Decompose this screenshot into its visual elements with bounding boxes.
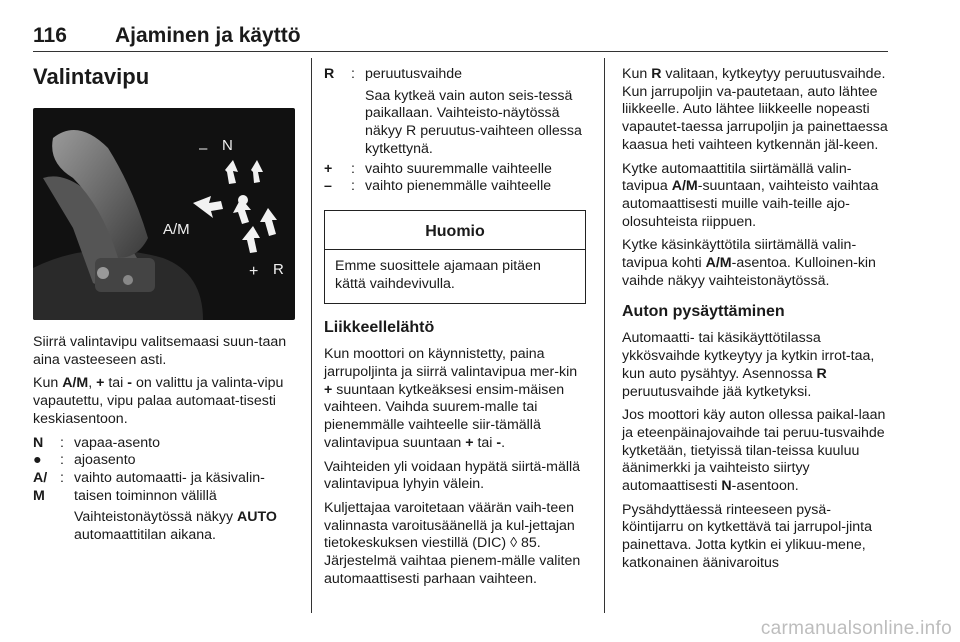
- note-title: Huomio: [325, 211, 585, 250]
- minus-label: –: [199, 140, 208, 157]
- watermark: carmanualsonline.info: [760, 618, 952, 639]
- n-label: N: [222, 137, 233, 154]
- intro-paragraph: Siirrä valintavipu valitsemaasi suun-taan aina vasteeseen asti.: [33, 334, 287, 368]
- column-2: [324, 58, 586, 594]
- list-item: + : vaihto suuremmalle vaihteelle: [324, 160, 552, 177]
- page-header: [33, 22, 888, 52]
- list-item: R : peruutusvaihde Saa kytkeä vain auton seis-tessä paikallaan. Vaihteisto-näytössä näkyy R peruutus-vaihteen ollessa kytkettynä.: [324, 66, 582, 157]
- warning-paragraph: Kuljettajaa varoitetaan väärän vaih-teen valinnasta varoitusäänellä ja kul-jettajan tietokeskuksen viestillä (DIC) ◊ 85. Järjestelmä vaihtaa pienem-mälle valiten automaattisesti parhaan vaihteen.: [324, 499, 581, 587]
- note-box: [324, 210, 586, 304]
- page-number: 116: [33, 24, 67, 47]
- r-label: R: [273, 261, 284, 278]
- chapter-title: Ajaminen ja käyttö: [115, 24, 301, 47]
- note-body: Emme suosittele ajamaan pitäen kättä vaihdevivulla.: [335, 257, 541, 292]
- list-item: N : vapaa-asento: [33, 434, 160, 451]
- shift-pattern-icon: [193, 160, 277, 253]
- position-list: [33, 435, 295, 547]
- gear-lever-drawing: [33, 108, 295, 320]
- gear-selector-illustration: [33, 108, 295, 320]
- list-item: ● : ajoasento: [33, 452, 136, 469]
- manual-mode-paragraph: Kytke käsinkäyttötila siirtämällä valin-tavipua kohti A/M-asentoa. Kulloinen-kin vaihde näkyy vaihteistonäytössä.: [622, 237, 876, 289]
- column-1: [33, 58, 295, 553]
- start-paragraph: Kun moottori on käynnistetty, paina jarrupoljinta ja siirrä valintavipua mer-kin + suuntaan kytkeäksesi ensim-mäisen vaihteen. Vaihda suurem-malle tai pienemmälle vaihteelle siir-tämällä valintavipua suuntaan + tai -.: [324, 346, 578, 451]
- list-item: A/ M : vaihto automaatti- ja käsivalin-taisen toiminnon välillä Vaihteistonäytössä näkyy AUTO automaattitilan aikana.: [33, 469, 277, 544]
- auto-mode-paragraph: Kytke automaattitila siirtämällä valin-tavipua A/M-suuntaan, vaihteisto vaihtaa automaattisesti muille vaih-teille ajo-olosuhteista riippuen.: [622, 160, 879, 230]
- list-item: – : vaihto pienemmälle vaihteelle: [324, 178, 552, 195]
- slope-paragraph: Pysähdyttäessä rinteeseen pysä-köintijarru on kytkettävä tai jarrupol-jinta painettava. Jotta kytkin ei ylikuu-mene, katkonainen äänivaroitus: [622, 501, 872, 571]
- reverse-paragraph: Kun R valitaan, kytkeytyy peruutusvaihde. Kun jarrupoljin va-pautetaan, auto lähtee liikkeelle. Auto lähtee liikkeelle nopeasti vapautet-taessa jarrupoljin ja painettaessa kaasua heti vaihteen kytkennän jäl-keen.: [622, 66, 888, 153]
- return-paragraph: Kun A/M, + tai - on valittu ja valinta-vipu vapautettu, vipu palaa automaat-tisesti keskiasentoon.: [33, 375, 284, 427]
- gear-list: [324, 66, 586, 196]
- plus-label: +: [249, 263, 259, 280]
- column-divider-2: [604, 58, 605, 613]
- start-heading: Liikkeellelähtö: [324, 319, 435, 337]
- column-3: [622, 58, 890, 579]
- stopping-heading: Auton pysäyttäminen: [622, 303, 785, 321]
- skip-paragraph: Vaihteiden yli voidaan hypätä siirtä-mällä valintavipua lyhyin välein.: [324, 458, 581, 493]
- stop-paragraph: Automaatti- tai käsikäyttötilassa ykkösvaihde kytkeytyy ja kytkin irrot-taa, kun auto pysähtyy. Asennossa R peruutusvaihde jää kytketyksi.: [622, 330, 875, 400]
- engine-running-paragraph: Jos moottori käy auton ollessa paikal-laan ja eteenpäinajovaihde tai peruu-tusvaihde kytketään, tietyissä tilan-teissa kuuluu äänimerkki ja vaihteisto siirtyy automaattisesti N-asentoon.: [622, 407, 886, 495]
- section-title: Valintavipu: [33, 64, 150, 89]
- column-divider-1: [311, 58, 312, 613]
- am-label: A/M: [163, 221, 190, 238]
